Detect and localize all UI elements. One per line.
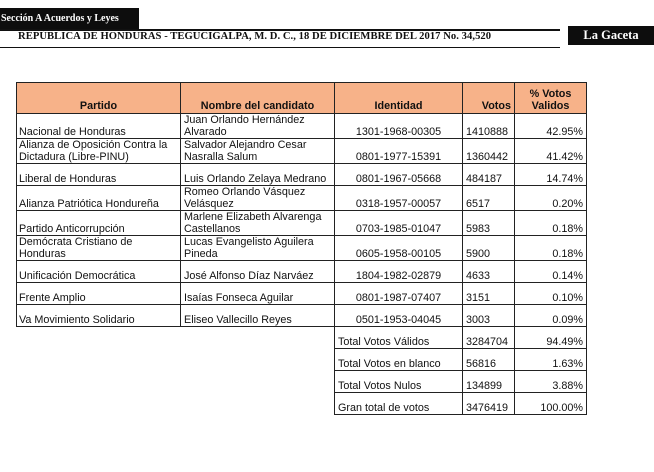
column-header-votes: Votos — [463, 83, 515, 114]
total-percent-cell: 94.49% — [515, 327, 587, 349]
percent-cell: 14.74% — [515, 164, 587, 186]
identity-cell: 0801-1977-15391 — [335, 139, 463, 164]
votes-cell: 1360442 — [463, 139, 515, 164]
total-votes-cell: 3476419 — [463, 393, 515, 415]
identity-cell: 0318-1957-00057 — [335, 186, 463, 211]
party-cell: Va Movimiento Solidario — [17, 305, 181, 327]
candidate-cell: Isaías Fonseca Aguilar — [181, 283, 335, 305]
percent-cell: 0.14% — [515, 261, 587, 283]
identity-cell: 0605-1958-00105 — [335, 236, 463, 261]
votes-cell: 1410888 — [463, 114, 515, 139]
votes-cell: 6517 — [463, 186, 515, 211]
identity-cell: 1804-1982-02879 — [335, 261, 463, 283]
totals-row — [17, 393, 587, 415]
votes-cell: 4633 — [463, 261, 515, 283]
election-results-table — [16, 82, 587, 415]
identity-cell: 0501-1953-04045 — [335, 305, 463, 327]
candidate-cell: Lucas Evangelisto Aguilera Pineda — [181, 236, 335, 261]
candidate-cell: José Alfonso Díaz Narváez — [181, 261, 335, 283]
percent-cell: 0.10% — [515, 283, 587, 305]
blank-cell — [17, 349, 335, 371]
table-row — [17, 139, 587, 164]
table-row — [17, 261, 587, 283]
total-label-cell: Gran total de votos — [335, 393, 463, 415]
candidate-cell: Juan Orlando Hernández Alvarado — [181, 114, 335, 139]
table-row — [17, 114, 587, 139]
total-votes-cell: 56816 — [463, 349, 515, 371]
publication-title: La Gaceta — [568, 26, 654, 45]
party-cell: Frente Amplio — [17, 283, 181, 305]
party-cell: Alianza Patriótica Hondureña — [17, 186, 181, 211]
header-bottom-rule — [0, 47, 560, 48]
candidate-cell: Salvador Alejandro Cesar Nasralla Salum — [181, 139, 335, 164]
totals-row — [17, 327, 587, 349]
total-label-cell: Total Votos Nulos — [335, 371, 463, 393]
total-percent-cell: 3.88% — [515, 371, 587, 393]
blank-cell — [17, 327, 335, 349]
total-label-cell: Total Votos en blanco — [335, 349, 463, 371]
party-cell: Demócrata Cristiano de Honduras — [17, 236, 181, 261]
column-header-party: Partido — [17, 83, 181, 114]
total-percent-cell: 100.00% — [515, 393, 587, 415]
column-header-candidate: Nombre del candidato — [181, 83, 335, 114]
table-row — [17, 164, 587, 186]
identity-cell: 0801-1967-05668 — [335, 164, 463, 186]
party-cell: Unificación Democrática — [17, 261, 181, 283]
candidate-cell: Eliseo Vallecillo Reyes — [181, 305, 335, 327]
votes-cell: 5983 — [463, 211, 515, 236]
votes-cell: 5900 — [463, 236, 515, 261]
votes-cell: 3151 — [463, 283, 515, 305]
blank-cell — [17, 393, 335, 415]
total-label-cell: Total Votos Válidos — [335, 327, 463, 349]
section-label: Sección A Acuerdos y Leyes — [0, 8, 139, 29]
blank-cell — [17, 371, 335, 393]
candidate-cell: Marlene Elizabeth Alvarenga Castellanos — [181, 211, 335, 236]
percent-cell: 0.20% — [515, 186, 587, 211]
totals-row — [17, 371, 587, 393]
republic-header-line: REPÚBLICA DE HONDURAS - TEGUCIGALPA, M. D. C., 18 DE DICIEMBRE DEL 2017 No. 34,520 — [18, 31, 492, 42]
total-votes-cell: 3284704 — [463, 327, 515, 349]
identity-cell: 0703-1985-01047 — [335, 211, 463, 236]
candidate-cell: Luis Orlando Zelaya Medrano — [181, 164, 335, 186]
percent-cell: 0.18% — [515, 236, 587, 261]
total-votes-cell: 134899 — [463, 371, 515, 393]
column-header-identity: Identidad — [335, 83, 463, 114]
totals-row — [17, 349, 587, 371]
column-header-percent: % Votos Validos — [515, 83, 587, 114]
votes-cell: 484187 — [463, 164, 515, 186]
percent-cell: 0.09% — [515, 305, 587, 327]
party-cell: Alianza de Oposición Contra la Dictadura (Libre-PINU) — [17, 139, 181, 164]
votes-cell: 3003 — [463, 305, 515, 327]
party-cell: Partido Anticorrupción — [17, 211, 181, 236]
percent-cell: 0.18% — [515, 211, 587, 236]
table-header-row — [17, 83, 587, 114]
identity-cell: 0801-1987-07407 — [335, 283, 463, 305]
percent-cell: 41.42% — [515, 139, 587, 164]
table-row — [17, 236, 587, 261]
table-row — [17, 283, 587, 305]
table-row — [17, 305, 587, 327]
table-row — [17, 186, 587, 211]
identity-cell: 1301-1968-00305 — [335, 114, 463, 139]
total-percent-cell: 1.63% — [515, 349, 587, 371]
candidate-cell: Romeo Orlando Vásquez Velásquez — [181, 186, 335, 211]
party-cell: Nacional de Honduras — [17, 114, 181, 139]
table-row — [17, 211, 587, 236]
party-cell: Liberal de Honduras — [17, 164, 181, 186]
percent-cell: 42.95% — [515, 114, 587, 139]
